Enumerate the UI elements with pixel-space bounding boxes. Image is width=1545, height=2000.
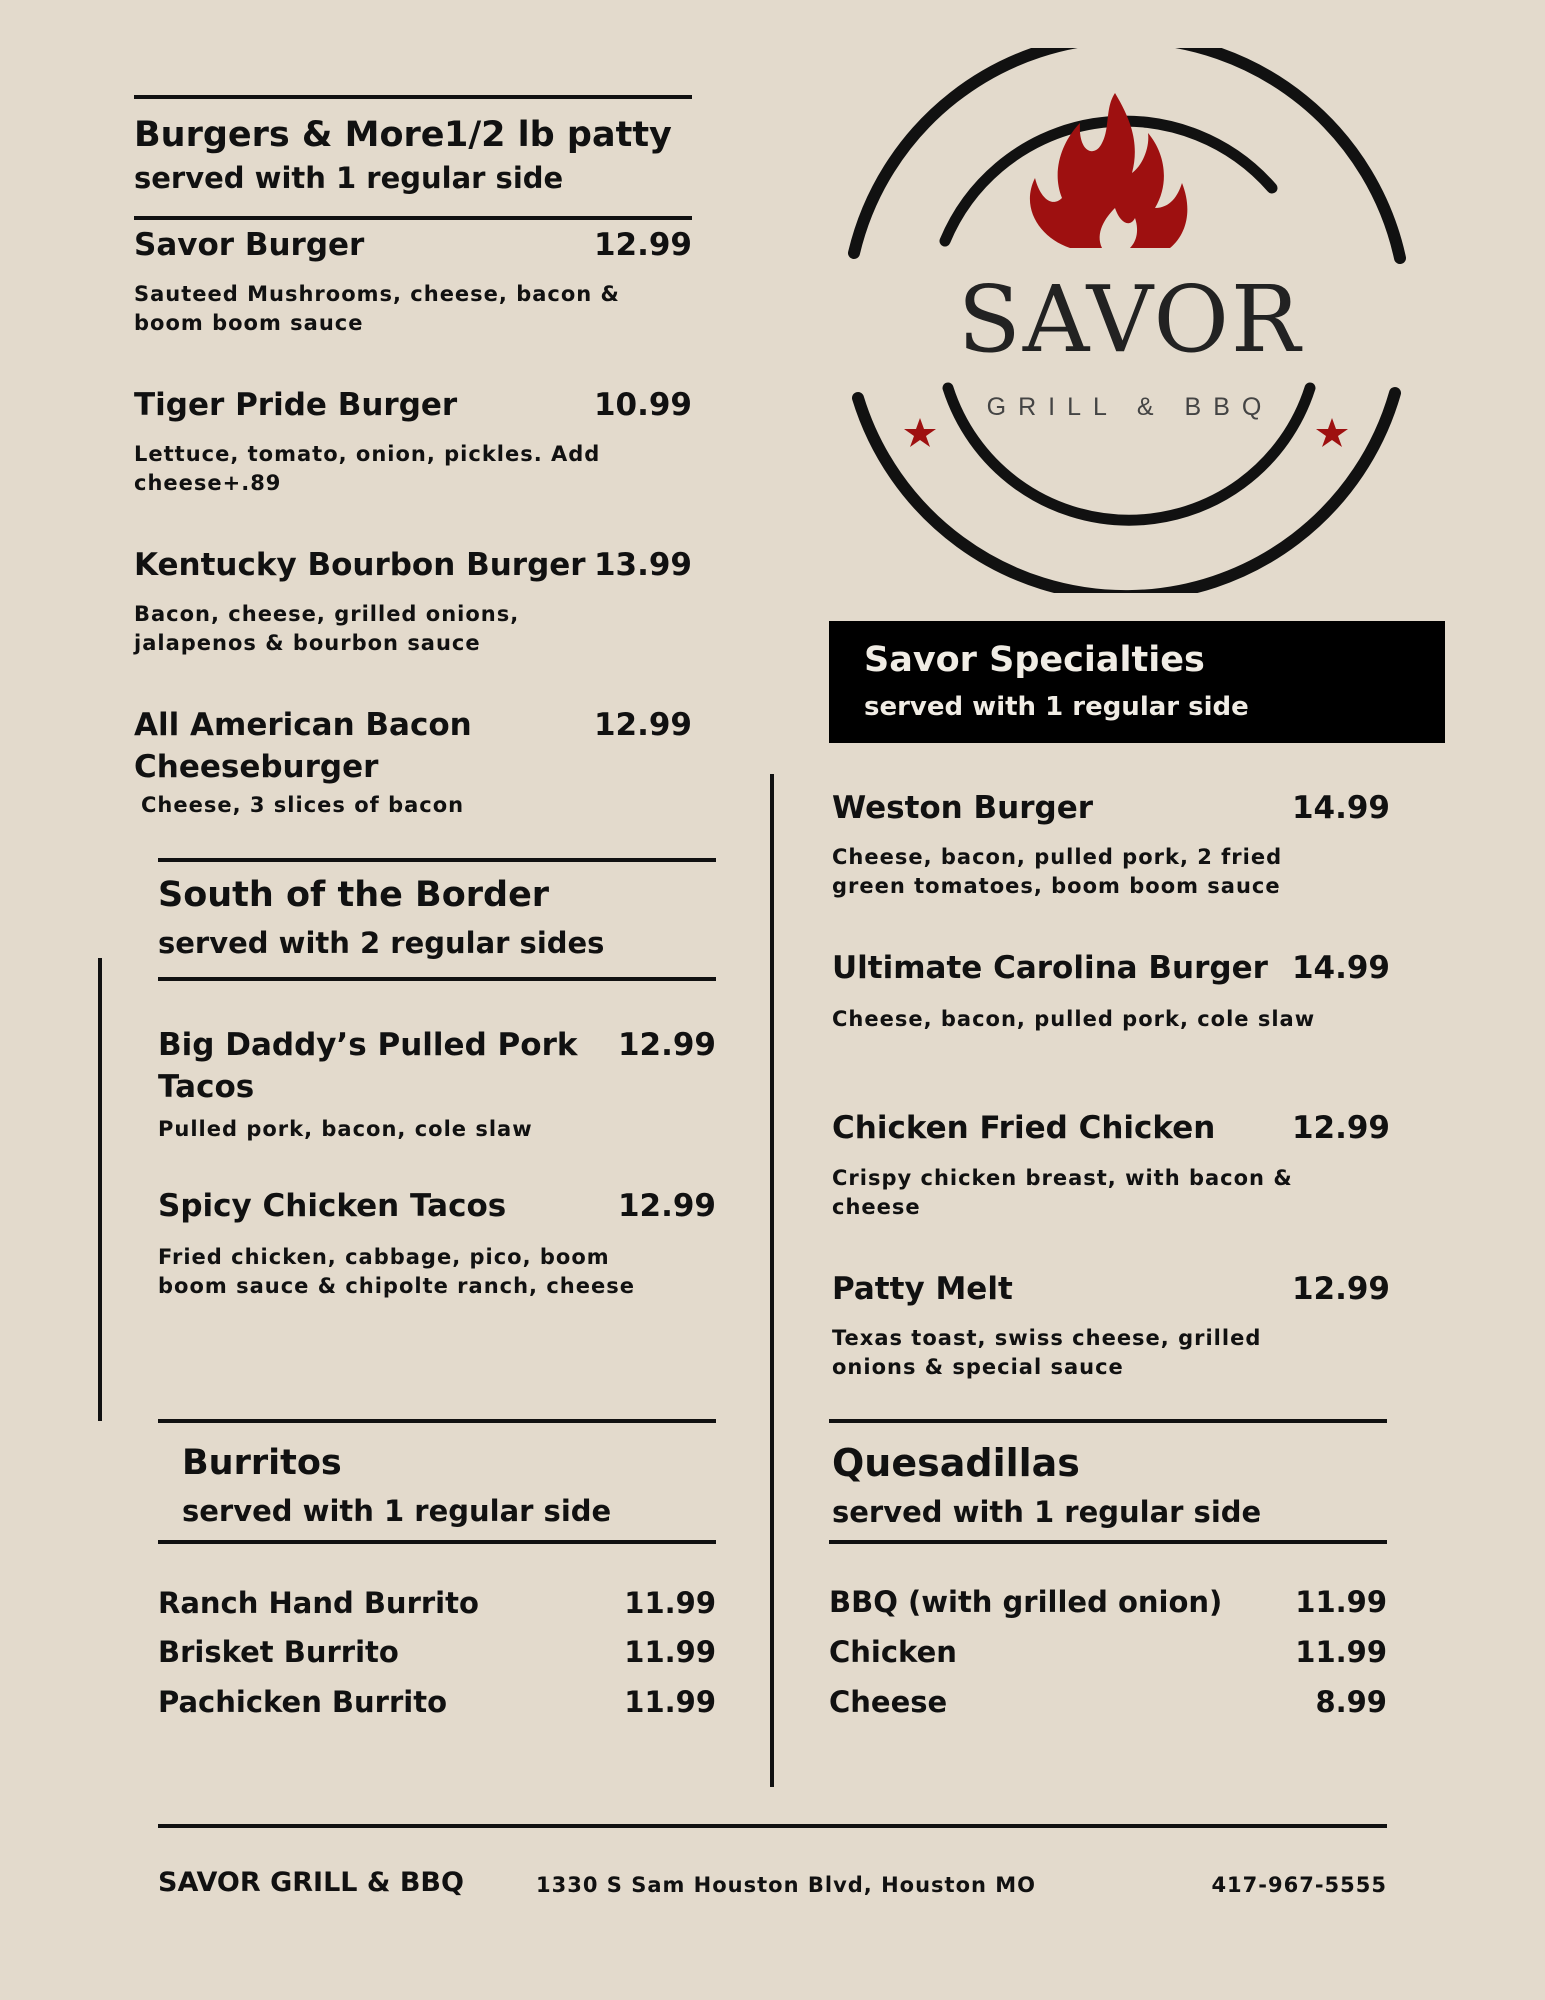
divider: [158, 858, 716, 862]
menu-item-description: Pulled pork, bacon, cole slaw: [158, 1117, 533, 1141]
specialties-header: [829, 621, 1445, 743]
logo-tagline: GRILL & BBQ: [986, 393, 1274, 421]
section-subtitle: served with 1 regular side: [134, 161, 564, 195]
section-title-quesadillas: Quesadillas: [832, 1441, 1080, 1485]
divider: [158, 1419, 716, 1423]
menu-item-description: Sauteed Mushrooms, cheese, bacon & boom boom sauce: [134, 282, 620, 335]
section-title-note: 1/2 lb patty: [444, 115, 672, 155]
list-item-price: 11.99: [624, 1635, 716, 1669]
list-item-name: BBQ (with grilled onion): [829, 1585, 1223, 1619]
section-subtitle: served with 1 regular side: [832, 1495, 1262, 1529]
list-item-price: 11.99: [1295, 1635, 1387, 1669]
section-title-burgers: Burgers & More: [134, 115, 445, 155]
menu-item-price: 12.99: [617, 1188, 716, 1224]
menu-item-description: Crispy chicken breast, with bacon & cheese: [832, 1166, 1293, 1219]
section-title-border: South of the Border: [158, 875, 550, 915]
vertical-divider: [770, 774, 774, 1787]
menu-item-description: Bacon, cheese, grilled onions, jalapenos & bourbon sauce: [134, 602, 520, 655]
divider: [158, 977, 716, 981]
footer-phone: 417-967-5555: [1211, 1873, 1387, 1897]
section-title-specialties: Savor Specialties: [864, 640, 1205, 680]
menu-item-description: Cheese, bacon, pulled pork, 2 fried green tomatoes, boom boom sauce: [832, 845, 1283, 898]
list-item-name: Ranch Hand Burrito: [158, 1586, 479, 1620]
menu-item-description: Fried chicken, cabbage, pico, boom boom sauce & chipolte ranch, cheese: [158, 1245, 635, 1298]
menu-item-name: Ultimate Carolina Burger: [832, 950, 1268, 986]
menu-item-name: Tiger Pride Burger: [134, 387, 458, 423]
menu-item-price: 12.99: [617, 1027, 716, 1063]
list-item-price: 11.99: [624, 1685, 716, 1719]
menu-item-name: Savor Burger: [134, 227, 365, 263]
logo-name: SAVOR: [957, 266, 1303, 373]
menu-item-price: 12.99: [1291, 1271, 1390, 1307]
menu-item-price: 10.99: [593, 387, 692, 423]
menu-item-price: 12.99: [593, 227, 692, 263]
menu-item-price: 12.99: [593, 707, 692, 743]
menu-item-description: Cheese, 3 slices of bacon: [141, 793, 465, 817]
logo: [840, 48, 1420, 593]
menu-item-name: Kentucky Bourbon Burger: [134, 547, 586, 583]
section-subtitle: served with 2 regular sides: [158, 926, 605, 960]
section-subtitle: served with 1 regular side: [864, 692, 1249, 722]
menu-item-description: Lettuce, tomato, onion, pickles. Add cheese+.89: [134, 442, 601, 495]
menu-item-description: Texas toast, swiss cheese, grilled onions & special sauce: [832, 1326, 1262, 1379]
menu-item-name: Spicy Chicken Tacos: [158, 1188, 507, 1224]
footer-divider: [158, 1824, 1387, 1828]
menu-item-price: 13.99: [593, 547, 692, 583]
menu-item-name: All American Bacon Cheeseburger: [134, 707, 472, 785]
menu-item-name: Big Daddy’s Pulled Pork Tacos: [158, 1027, 578, 1105]
menu-item-description: Cheese, bacon, pulled pork, cole slaw: [832, 1007, 1316, 1031]
list-item-name: Pachicken Burrito: [158, 1685, 448, 1719]
divider: [829, 1540, 1387, 1544]
menu-item-name: Patty Melt: [832, 1271, 1013, 1307]
list-item-price: 11.99: [624, 1586, 716, 1620]
menu-item-price: 14.99: [1291, 950, 1390, 986]
divider: [134, 95, 692, 99]
list-item-name: Cheese: [829, 1685, 948, 1719]
menu-item-price: 12.99: [1291, 1110, 1390, 1146]
menu-item-name: Weston Burger: [832, 790, 1094, 826]
footer-address: 1330 S Sam Houston Blvd, Houston MO: [536, 1873, 1037, 1897]
list-item-price: 11.99: [1295, 1585, 1387, 1619]
footer-restaurant-name: SAVOR GRILL & BBQ: [158, 1867, 464, 1898]
menu-item-price: 14.99: [1291, 790, 1390, 826]
list-item-price: 8.99: [1315, 1685, 1387, 1719]
flame-icon: [1030, 93, 1187, 248]
list-item-name: Chicken: [829, 1635, 957, 1669]
divider: [158, 1540, 716, 1544]
list-item-name: Brisket Burrito: [158, 1635, 399, 1669]
divider: [134, 216, 692, 220]
section-title-burritos: Burritos: [182, 1443, 342, 1483]
menu-item-name: Chicken Fried Chicken: [832, 1110, 1216, 1146]
vertical-divider: [98, 958, 102, 1421]
divider: [829, 1419, 1387, 1423]
section-subtitle: served with 1 regular side: [182, 1494, 612, 1528]
